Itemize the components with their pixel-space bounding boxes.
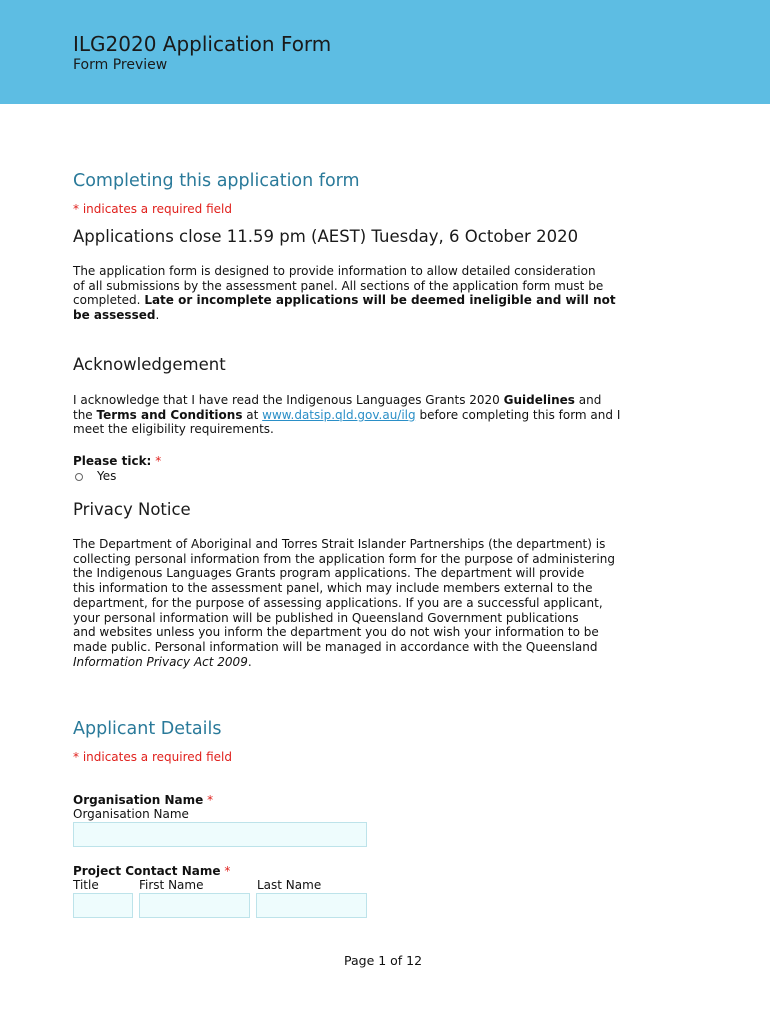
completing-paragraph <box>73 264 673 323</box>
last-name-sublabel: Last Name <box>257 878 322 892</box>
first-name-input[interactable] <box>139 893 250 918</box>
section-heading-applicant: Applicant Details <box>73 719 222 739</box>
form-title: ILG2020 Application Form <box>73 32 332 56</box>
paragraph-line: made public. Personal information will be managed in accordance with the Queensland <box>73 639 598 654</box>
ack-text: the <box>73 407 97 422</box>
form-subtitle: Form Preview <box>73 57 168 73</box>
paragraph-line: The application form is designed to provide information to allow detailed consideration <box>73 264 596 278</box>
privacy-act-title: Information Privacy Act 2009 <box>73 654 248 669</box>
page-number: Page 1 of 12 <box>344 953 423 968</box>
yes-option-label[interactable]: Yes <box>97 469 117 483</box>
required-star: * <box>224 864 231 878</box>
ack-text: before completing this form and I <box>415 407 621 422</box>
acknowledgement-paragraph <box>73 393 673 437</box>
last-name-input[interactable] <box>256 893 367 918</box>
paragraph-line: and websites unless you inform the department you do not wish your information to be <box>73 625 599 640</box>
title-input[interactable] <box>73 893 133 918</box>
datsip-link[interactable]: www.datsip.qld.gov.au/ilg <box>262 407 416 422</box>
ack-text: at <box>242 407 263 422</box>
yes-radio[interactable] <box>75 473 83 481</box>
paragraph-line: your personal information will be published in Queensland Government publications <box>73 610 579 625</box>
section-heading-privacy: Privacy Notice <box>73 500 191 519</box>
paragraph-line: collecting personal information from the application form for the purpose of administering <box>73 551 615 566</box>
project-contact-text: Project Contact Name <box>73 864 221 878</box>
organisation-name-input[interactable] <box>73 822 367 847</box>
section-heading-completing: Completing this application form <box>73 171 360 191</box>
ineligible-warning-end: be assessed <box>73 308 156 323</box>
please-tick-label <box>73 454 161 468</box>
required-star: * <box>207 793 214 807</box>
paragraph-line: department, for the purpose of assessing applications. If you are a successful applicant, <box>73 595 603 610</box>
paragraph-line: this information to the assessment panel, which may include members external to the <box>73 581 593 596</box>
punctuation: . <box>247 654 252 669</box>
ack-text: I acknowledge that I have read the Indigenous Languages Grants 2020 <box>73 393 504 407</box>
required-field-note: * indicates a required field <box>73 750 232 764</box>
punctuation: . <box>155 308 160 323</box>
terms-term: Terms and Conditions <box>96 407 243 422</box>
please-tick-text: Please tick: <box>73 454 152 468</box>
paragraph-line: of all submissions by the assessment panel. All sections of the application form must be <box>73 278 604 293</box>
privacy-paragraph <box>73 537 673 669</box>
guidelines-term: Guidelines <box>503 393 575 407</box>
required-star: * <box>155 454 162 468</box>
organisation-name-label <box>73 793 213 807</box>
paragraph-line: The Department of Aboriginal and Torres Strait Islander Partnerships (the department) is <box>73 537 606 551</box>
ineligible-warning: Late or incomplete applications will be deemed ineligible and will not <box>144 293 616 308</box>
paragraph-line: the Indigenous Languages Grants program applications. The department will provide <box>73 566 585 581</box>
ack-text: meet the eligibility requirements. <box>73 422 274 437</box>
project-contact-label <box>73 864 230 878</box>
paragraph-line: completed. <box>73 293 141 308</box>
required-field-note: * indicates a required field <box>73 202 232 216</box>
section-heading-acknowledgement: Acknowledgement <box>73 355 226 374</box>
organisation-name-text: Organisation Name <box>73 793 204 807</box>
title-sublabel: Title <box>73 878 99 892</box>
form-header <box>0 0 770 104</box>
ack-text: and <box>574 393 602 407</box>
first-name-sublabel: First Name <box>139 878 204 892</box>
organisation-name-sublabel: Organisation Name <box>73 807 189 821</box>
applications-close-heading: Applications close 11.59 pm (AEST) Tuesday, 6 October 2020 <box>73 227 579 246</box>
